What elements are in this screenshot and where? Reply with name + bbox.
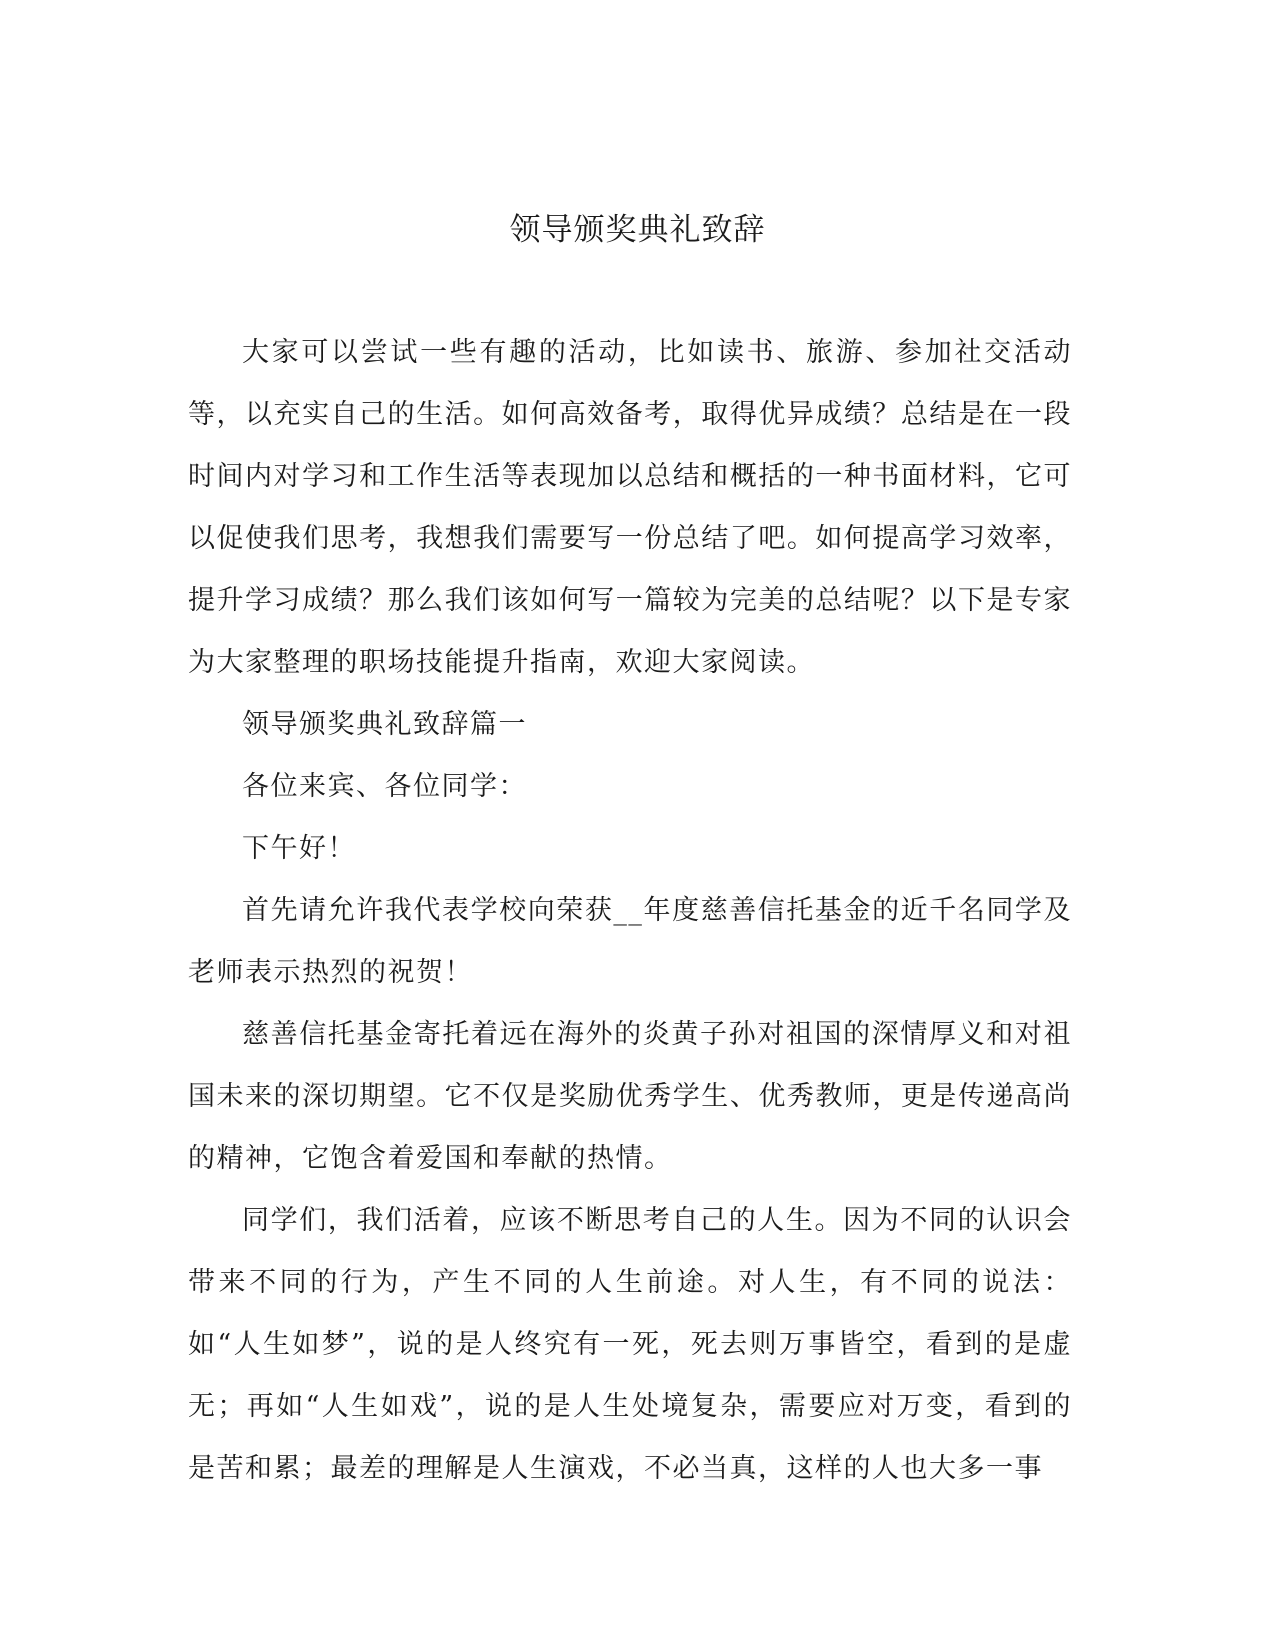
body-paragraph: 同学们，我们活着，应该不断思考自己的人生。因为不同的认识会带来不同的行为，产生不同的人生前途。对人生，有不同的说法：如“人生如梦”，说的是人终究有一死，死去则万事皆空，看到的是虚无；再如“人生如戏”，说的是人生处境复杂，需要应对万变，看到的是苦和累；最差的理解是人生演戏，不必当真，这样的人也大多一事 [188,1205,1072,1484]
salutation: 各位来宾、各位同学： [242,771,527,802]
section-heading: 领导颁奖典礼致辞篇一 [242,709,527,740]
body-paragraph: 首先请允许我代表学校向荣获__年度慈善信托基金的近千名同学及老师表示热烈的祝贺！ [188,895,1072,988]
document-title: 领导颁奖典礼致辞 [509,212,766,248]
greeting: 下午好！ [242,833,356,864]
body-paragraph: 慈善信托基金寄托着远在海外的炎黄子孙对祖国的深情厚义和对祖国未来的深切期望。它不仅是奖励优秀学生、优秀教师，更是传递高尚的精神，它饱含着爱国和奉献的热情。 [188,1019,1072,1174]
intro-paragraph: 大家可以尝试一些有趣的活动，比如读书、旅游、参加社交活动等，以充实自己的生活。如何高效备考，取得优异成绩？总结是在一段时间内对学习和工作生活等表现加以总结和概括的一种书面材料，它可以促使我们思考，我想我们需要写一份总结了吧。如何提高学习效率，提升学习成绩？那么我们该如何写一篇较为完美的总结呢？以下是专家为大家整理的职场技能提升指南，欢迎大家阅读。 [188,337,1072,678]
document-body [188,322,1072,1500]
